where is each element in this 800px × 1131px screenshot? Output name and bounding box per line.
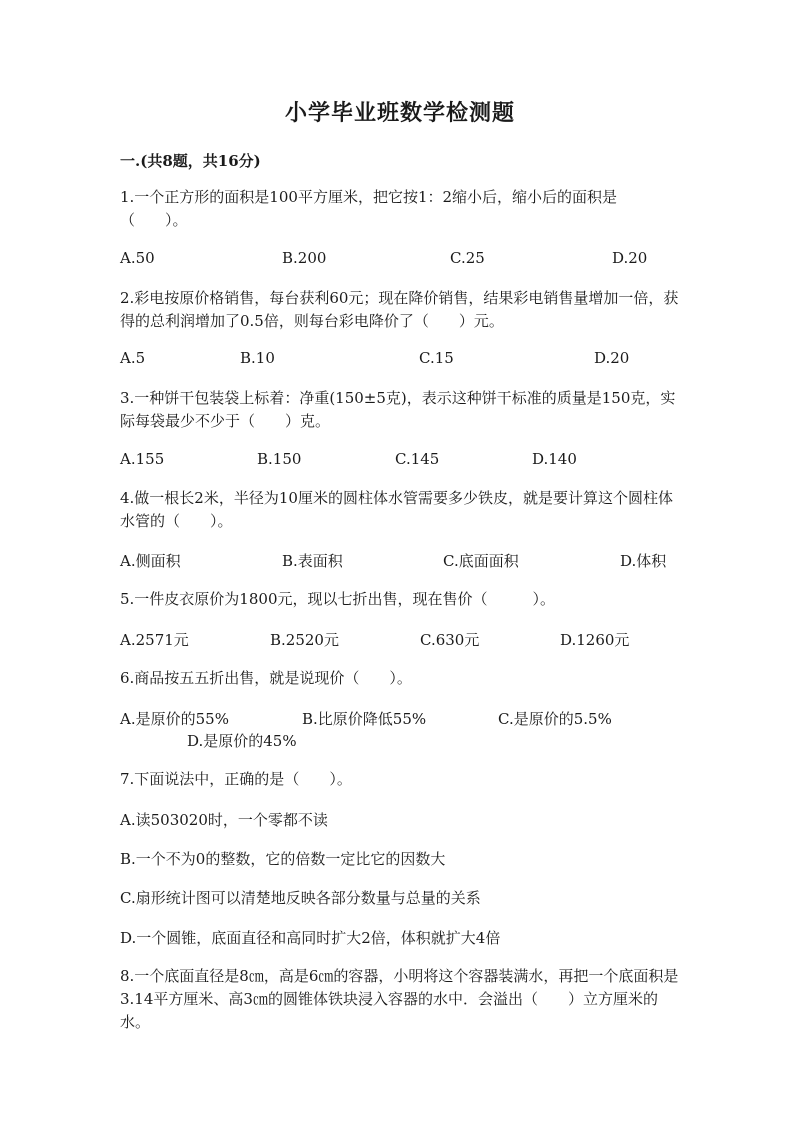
q6-option-a[interactable]: A.是原价的55% xyxy=(120,710,229,728)
question-2: 2.彩电按原价格销售，每台获利60元；现在降价销售，结果彩电销售量增加一倍，获得的总利润增加了0.5倍，则每台彩电降价了（ ）元。 xyxy=(120,289,679,330)
question-8: 8.一个底面直径是8㎝，高是6㎝的容器，小明将这个容器装满水，再把一个底面积是3.14平方厘米、高3㎝的圆锥体铁块浸入容器的水中．会溢出（ ）立方厘米的水。 xyxy=(120,967,679,1031)
q1-option-c[interactable]: C.25 xyxy=(450,249,485,267)
q5-option-d[interactable]: D.1260元 xyxy=(560,631,630,649)
q7-option-b[interactable]: B.一个不为0的整数，它的倍数一定比它的因数大 xyxy=(120,850,446,868)
q1-option-d[interactable]: D.20 xyxy=(612,249,648,267)
q6-option-c[interactable]: C.是原价的5.5% xyxy=(498,710,612,728)
q4-option-c[interactable]: C.底面面积 xyxy=(443,552,519,570)
page-title: 小学毕业班数学检测题 xyxy=(284,100,515,126)
q5-option-a[interactable]: A.2571元 xyxy=(120,631,189,649)
q3-option-a[interactable]: A.155 xyxy=(120,450,165,468)
section-heading: 一.(共8题，共16分) xyxy=(120,152,261,170)
q2-option-b[interactable]: B.10 xyxy=(240,349,275,367)
q7-option-d[interactable]: D.一个圆锥，底面直径和高同时扩大2倍，体积就扩大4倍 xyxy=(120,929,501,947)
q4-option-d[interactable]: D.体积 xyxy=(620,552,667,570)
q4-option-b[interactable]: B.表面积 xyxy=(282,552,343,570)
q3-option-b[interactable]: B.150 xyxy=(257,450,302,468)
question-7: 7.下面说法中，正确的是（ ）。 xyxy=(120,770,352,788)
q3-option-c[interactable]: C.145 xyxy=(395,450,440,468)
q1-option-b[interactable]: B.200 xyxy=(282,249,327,267)
q2-option-a[interactable]: A.5 xyxy=(120,349,146,367)
question-5: 5.一件皮衣原价为1800元，现以七折出售，现在售价（ ）。 xyxy=(120,590,555,608)
q3-option-d[interactable]: D.140 xyxy=(532,450,577,468)
q7-option-c[interactable]: C.扇形统计图可以清楚地反映各部分数量与总量的关系 xyxy=(120,889,481,907)
q4-option-a[interactable]: A.侧面积 xyxy=(120,552,181,570)
q2-option-d[interactable]: D.20 xyxy=(594,349,630,367)
question-3: 3.一种饼干包装袋上标着：净重(150±5克)，表示这种饼干标准的质量是150克，实际每袋最少不少于（ ）克。 xyxy=(120,389,676,430)
q6-option-b[interactable]: B.比原价降低55% xyxy=(302,710,427,728)
q5-option-b[interactable]: B.2520元 xyxy=(270,631,339,649)
question-4: 4.做一根长2米，半径为10厘米的圆柱体水管需要多少铁皮，就是要计算这个圆柱体水管的（ ）。 xyxy=(120,489,673,530)
q5-option-c[interactable]: C.630元 xyxy=(420,631,480,649)
question-6: 6.商品按五五折出售，就是说现价（ ）。 xyxy=(120,669,412,687)
q6-option-d[interactable]: D.是原价的45% xyxy=(187,732,297,750)
q7-option-a[interactable]: A.读503020时，一个零都不读 xyxy=(120,811,328,829)
question-1: 1.一个正方形的面积是100平方厘米，把它按1：2缩小后，缩小后的面积是（ ）。 xyxy=(120,188,618,229)
q2-option-c[interactable]: C.15 xyxy=(419,349,454,367)
q1-option-a[interactable]: A.50 xyxy=(120,249,155,267)
